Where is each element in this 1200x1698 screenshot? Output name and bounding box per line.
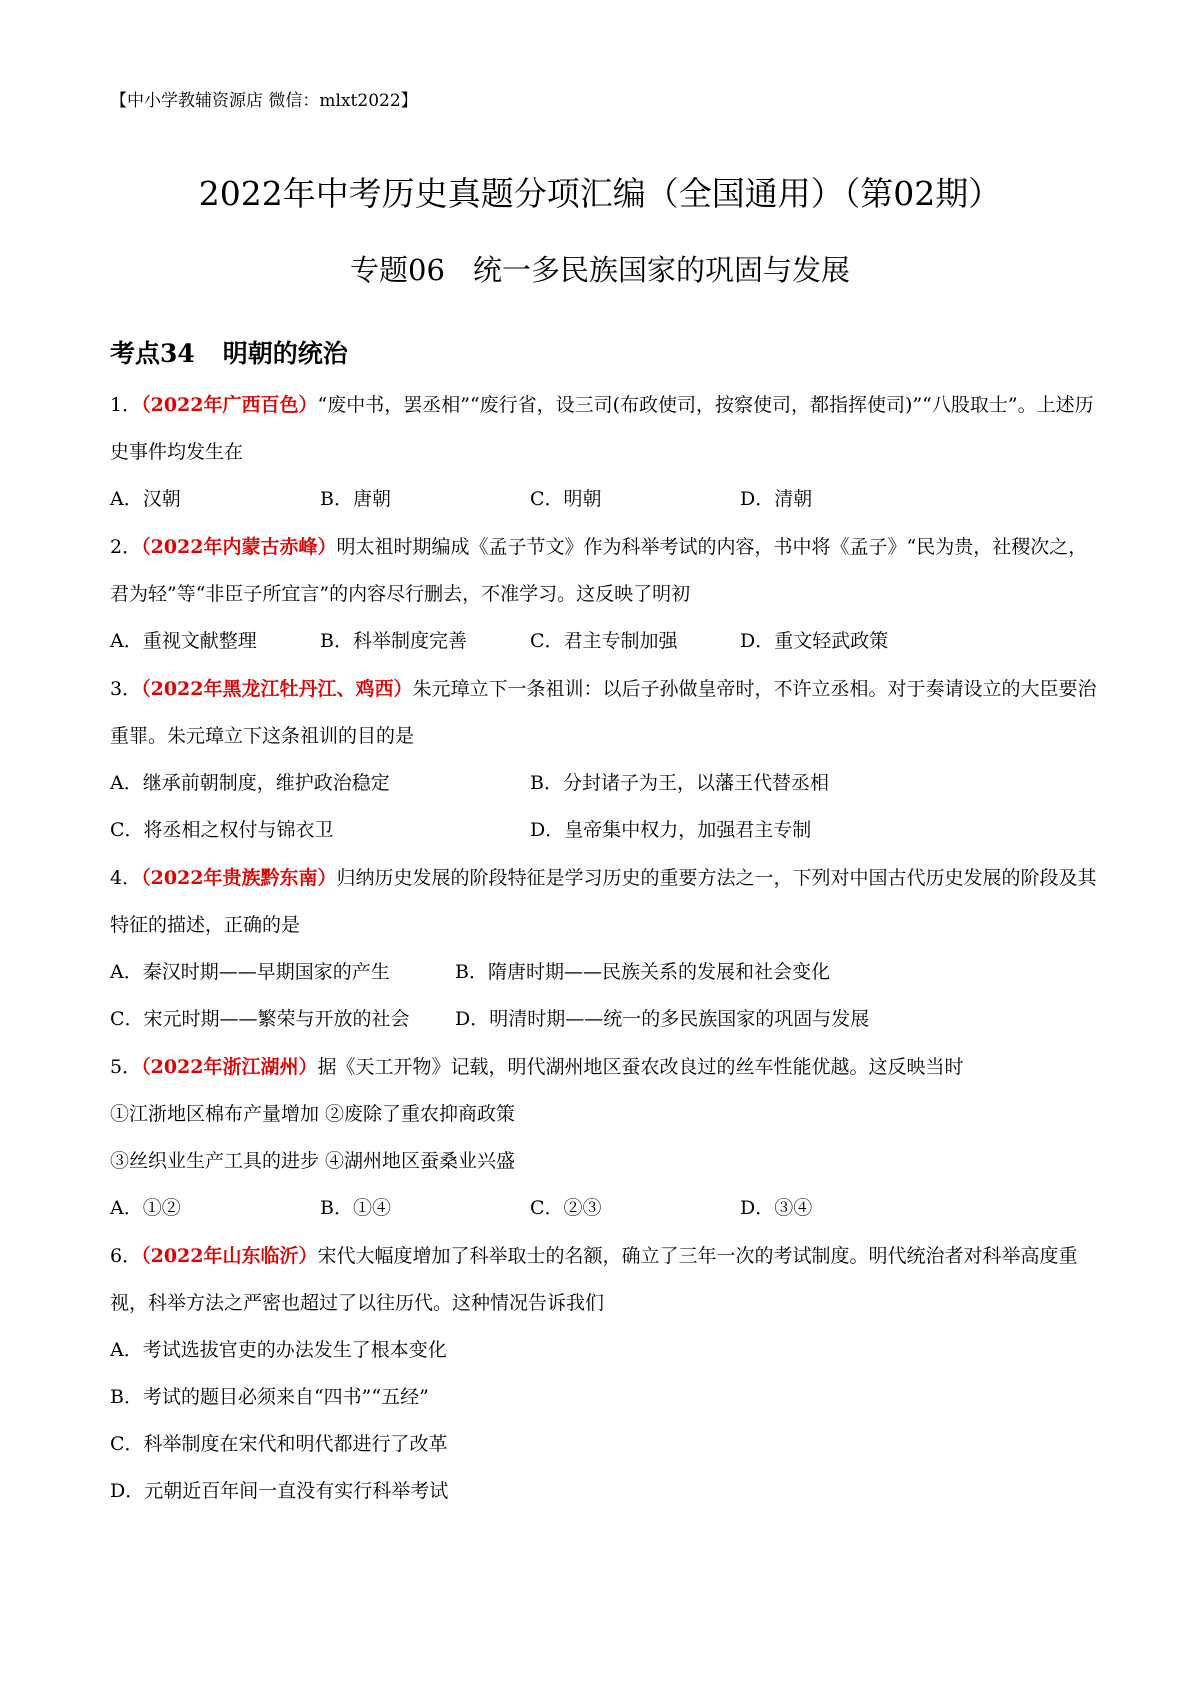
options-row xyxy=(110,996,1100,1043)
question-5 xyxy=(110,1044,1100,1232)
statement-line: ③丝织业生产工具的进步 ④湖州地区蚕桑业兴盛 xyxy=(110,1150,516,1172)
question-text: 宋代大幅度增加了科举取士的名额，确立了三年一次的考试制度。明代统治者对科举高度重视，科举方法之严密也超过了以往历代。这种情况告诉我们 xyxy=(110,1245,1078,1314)
section-code: 考点34 xyxy=(110,339,195,368)
options-row xyxy=(110,760,1100,807)
question-source: （2022年贵族黔东南） xyxy=(141,867,337,889)
option-c[interactable]: C．将丞相之权付与锦衣卫 xyxy=(110,819,334,841)
option-a[interactable]: A．汉朝 xyxy=(110,488,181,510)
question-text: 朱元璋立下一条祖训：以后子孙做皇帝时，不许立丞相。对于奏请设立的大臣要治重罪。朱元璋立下这条祖训的目的是 xyxy=(110,678,1097,747)
option-a[interactable]: A．①② xyxy=(110,1197,181,1219)
option-d[interactable]: D．皇帝集中权力，加强君主专制 xyxy=(530,819,812,841)
topic-title xyxy=(0,248,1200,289)
options-row xyxy=(110,618,1100,665)
question-number: 2． xyxy=(110,536,142,558)
question-source: （2022年浙江湖州） xyxy=(141,1056,318,1078)
options-row xyxy=(110,476,1100,523)
option-a[interactable]: A．秦汉时期——早期国家的产生 xyxy=(110,961,390,983)
options-row xyxy=(110,807,1100,854)
section-title xyxy=(110,334,348,370)
option-d[interactable]: D．明清时期——统一的多民族国家的巩固与发展 xyxy=(455,1008,870,1030)
option-b[interactable]: B．考试的题目必须来自“四书”“五经” xyxy=(110,1386,429,1408)
section-text: 明朝的统治 xyxy=(222,339,348,368)
statement-line: ①江浙地区棉布产量增加 ②废除了重农抑商政策 xyxy=(110,1103,516,1125)
option-c[interactable]: C．②③ xyxy=(530,1197,602,1219)
option-d[interactable]: D．元朝近百年间一直没有实行科举考试 xyxy=(110,1480,449,1502)
question-stem xyxy=(110,524,1100,618)
option-b[interactable]: B．分封诸子为王，以藩王代替丞相 xyxy=(530,772,829,794)
question-number: 1． xyxy=(110,394,142,416)
option-c[interactable]: C．宋元时期——繁荣与开放的社会 xyxy=(110,1008,410,1030)
question-number: 6． xyxy=(110,1245,142,1267)
option-c[interactable]: C．明朝 xyxy=(530,488,602,510)
question-stem xyxy=(110,1233,1100,1327)
topic-text: 统一多民族国家的巩固与发展 xyxy=(472,253,850,287)
question-1 xyxy=(110,382,1100,523)
question-3 xyxy=(110,666,1100,854)
header-note: 【中小学教辅资源店 微信：mlxt2022】 xyxy=(110,91,418,111)
question-stem xyxy=(110,855,1100,949)
question-source: （2022年内蒙古赤峰） xyxy=(141,536,337,558)
topic-code: 专题06 xyxy=(350,253,445,287)
option-d[interactable]: D．③④ xyxy=(740,1197,813,1219)
option-a[interactable]: A．考试选拔官吏的办法发生了根本变化 xyxy=(110,1339,447,1361)
question-6 xyxy=(110,1233,1100,1515)
question-number: 5． xyxy=(110,1056,142,1078)
question-text: “废中书，罢丞相”“废行省，设三司(布政使司，按察使司，都指挥使司)”“八股取士”。上述历史事件均发生在 xyxy=(110,394,1094,463)
options-row xyxy=(110,949,1100,996)
option-b[interactable]: B．隋唐时期——民族关系的发展和社会变化 xyxy=(455,961,830,983)
question-source: （2022年山东临沂） xyxy=(141,1245,318,1267)
option-a[interactable]: A．继承前朝制度，维护政治稳定 xyxy=(110,772,390,794)
options-row xyxy=(110,1185,1100,1232)
question-2 xyxy=(110,524,1100,665)
question-source: （2022年广西百色） xyxy=(141,394,318,416)
option-b[interactable]: B．①④ xyxy=(320,1197,391,1219)
question-stem xyxy=(110,382,1100,476)
option-d[interactable]: D．清朝 xyxy=(740,488,813,510)
option-b[interactable]: B．唐朝 xyxy=(320,488,391,510)
option-b[interactable]: B．科举制度完善 xyxy=(320,630,467,652)
main-title: 2022年中考历史真题分项汇编（全国通用）（第02期） xyxy=(198,174,1002,213)
option-c[interactable]: C．科举制度在宋代和明代都进行了改革 xyxy=(110,1433,448,1455)
question-number: 4． xyxy=(110,867,142,889)
option-a[interactable]: A．重视文献整理 xyxy=(110,630,257,652)
option-c[interactable]: C．君主专制加强 xyxy=(530,630,678,652)
question-number: 3． xyxy=(110,678,142,700)
question-stem xyxy=(110,1044,1100,1091)
question-text: 归纳历史发展的阶段特征是学习历史的重要方法之一，下列对中国古代历史发展的阶段及其特征的描述，正确的是 xyxy=(110,867,1097,936)
question-text: 明太祖时期编成《孟子节文》作为科举考试的内容，书中将《孟子》“民为贵，社稷次之，君为轻”等“非臣子所宜言”的内容尽行删去，不准学习。这反映了明初 xyxy=(110,536,1088,605)
question-source: （2022年黑龙江牡丹江、鸡西） xyxy=(141,678,413,700)
question-stem xyxy=(110,666,1100,760)
question-text: 据《天工开物》记载，明代湖州地区蚕农改良过的丝车性能优越。这反映当时 xyxy=(317,1056,964,1078)
question-4 xyxy=(110,855,1100,1043)
option-d[interactable]: D．重文轻武政策 xyxy=(740,630,889,652)
